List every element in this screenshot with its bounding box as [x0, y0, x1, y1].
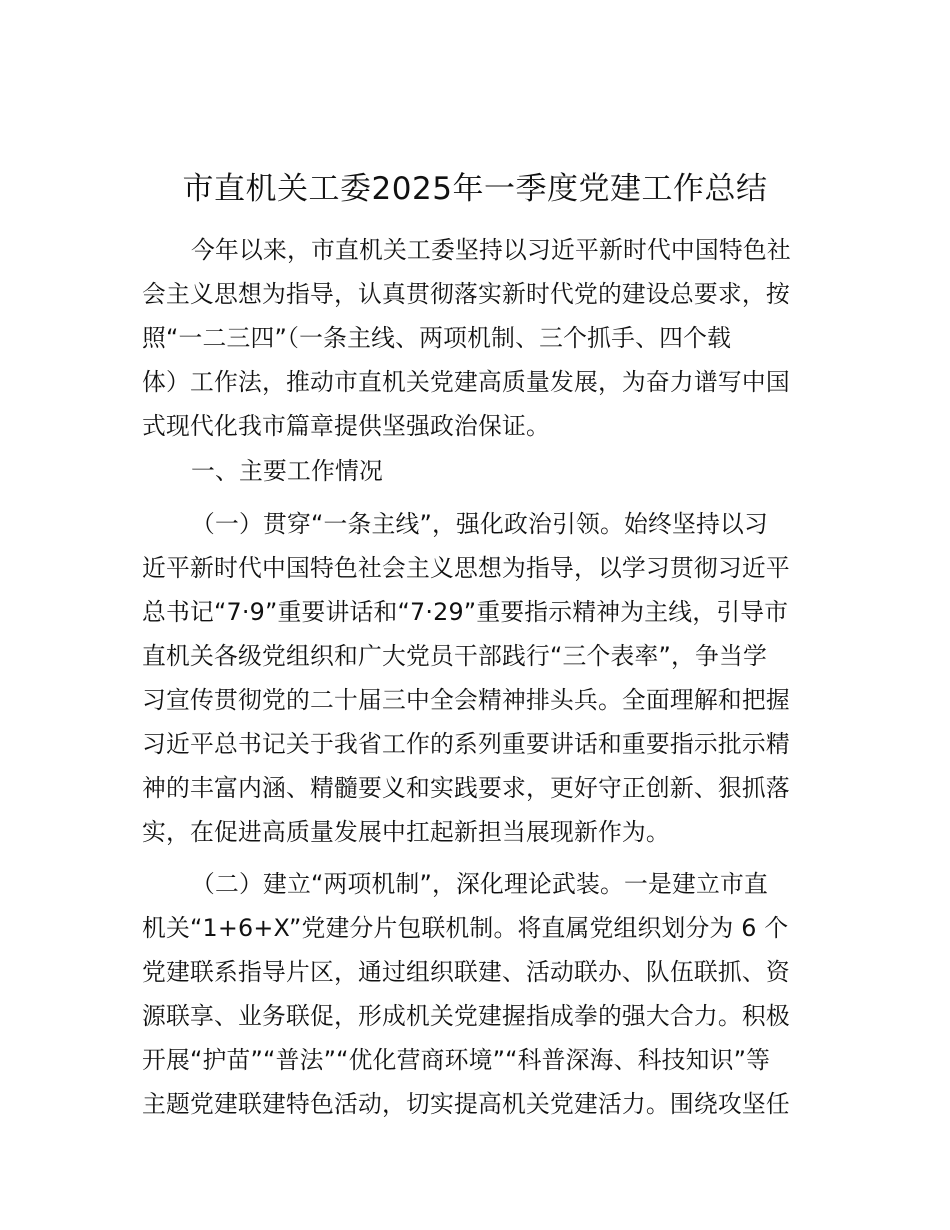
text-line: 总书记“7·9”重要讲话和“7·29”重要指示精神为主线，引导市 — [142, 598, 789, 626]
text-line: 今年以来，市直机关工委坚持以习近平新时代中国特色社 — [191, 236, 791, 264]
text-line: 习宣传贯彻党的二十届三中全会精神排头兵。全面理解和把握 — [142, 686, 790, 714]
text-line: 近平新时代中国特色社会主义思想为指导，以学习贯彻习近平 — [142, 554, 790, 582]
text-line: （一）贯穿“一条主线”，强化政治引领。始终坚持以习 — [191, 510, 768, 538]
text-line: 照“一二三四”（一条主线、两项机制、三个抓手、四个载 — [142, 324, 732, 352]
text-line: （二）建立“两项机制”，深化理论武装。一是建立市直 — [191, 870, 768, 898]
text-line: 会主义思想为指导，认真贯彻落实新时代党的建设总要求，按 — [142, 280, 790, 308]
document-title: 市直机关工委2025年一季度党建工作总结 — [182, 171, 768, 207]
text-line: 实，在促进高质量发展中扛起新担当展现新作为。 — [142, 818, 670, 846]
text-line: 源联享、业务联促，形成机关党建握指成拳的强大合力。积极 — [142, 1002, 790, 1030]
text-line: 开展“护苗”“普法”“优化营商环境”“科普深海、科技知识”等 — [142, 1046, 771, 1074]
text-line: 神的丰富内涵、精髓要义和实践要求，更好守正创新、狠抓落 — [142, 774, 790, 802]
text-line: 党建联系指导片区，通过组织联建、活动联办、队伍联抓、资 — [142, 958, 790, 986]
text-line: 直机关各级党组织和广大党员干部践行“三个表率”，争当学 — [142, 642, 767, 670]
text-line: 习近平总书记关于我省工作的系列重要讲话和重要指示批示精 — [142, 730, 790, 758]
text-line: 式现代化我市篇章提供坚强政治保证。 — [142, 412, 550, 440]
text-line: 体）工作法，推动市直机关党建高质量发展，为奋力谱写中国 — [142, 368, 790, 396]
text-line: 机关“1+6+X”党建分片包联机制。将直属党组织划分为 6 个 — [142, 914, 789, 942]
section-heading: 一、主要工作情况 — [191, 457, 383, 485]
text-line: 主题党建联建特色活动，切实提高机关党建活力。围绕攻坚任 — [142, 1090, 790, 1118]
